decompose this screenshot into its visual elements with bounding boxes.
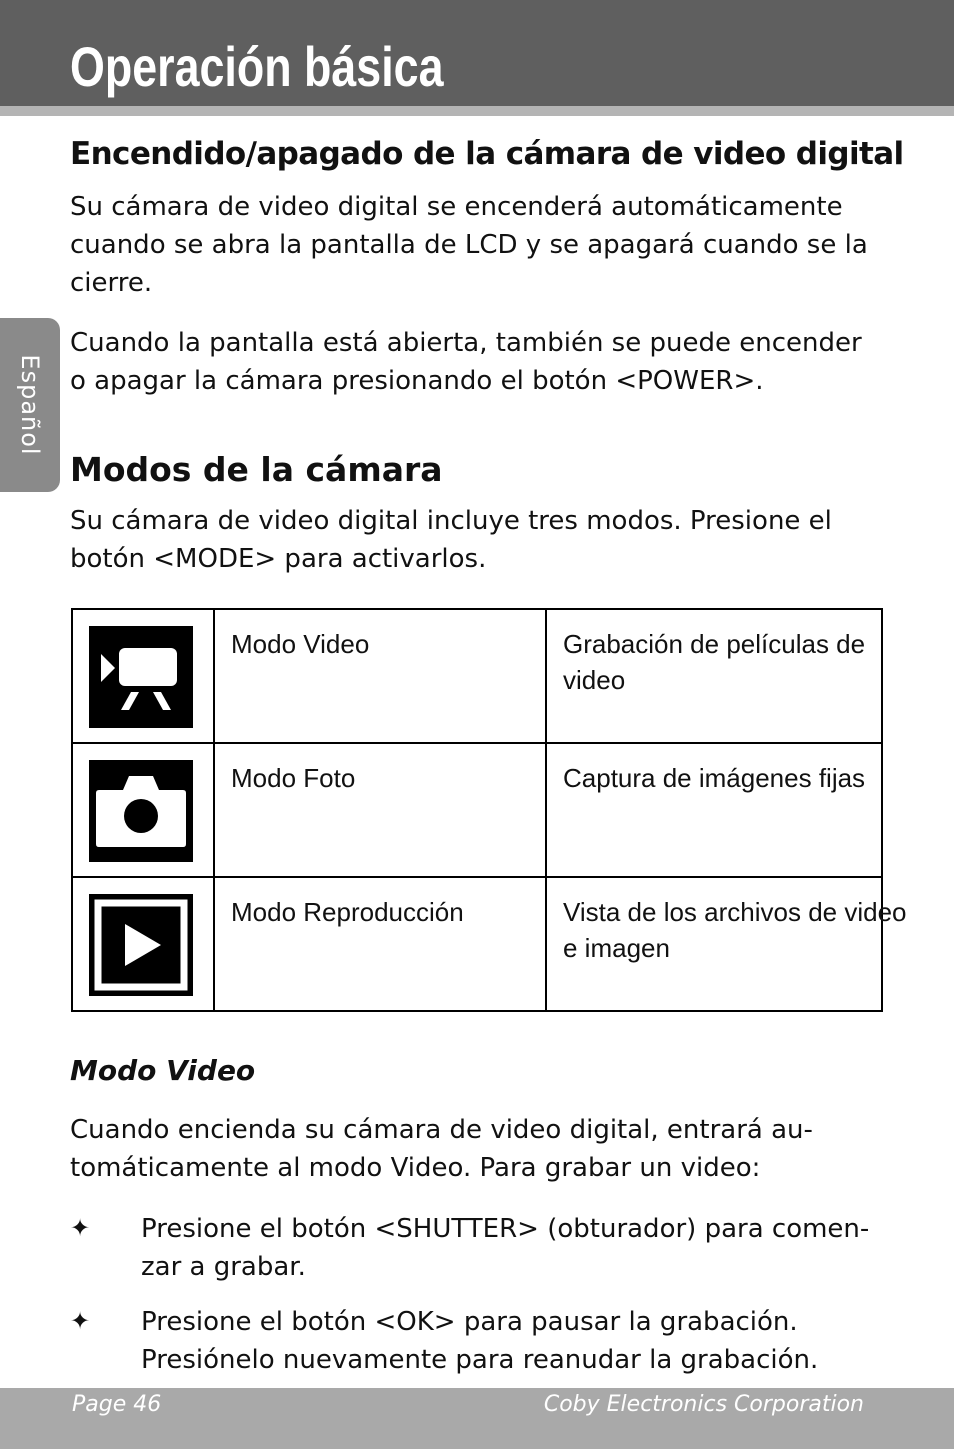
mode-name-cell [214,609,546,743]
text-line: tomáticamente al modo Video. Para grabar un video: [70,1153,761,1183]
table-row [72,877,882,1011]
camera-icon [89,760,193,862]
header-stripe [0,106,954,116]
text-line: zar a grabar. [141,1252,306,1282]
language-tab-label: Español [16,354,44,456]
video-camera-icon [89,626,193,728]
bullet-item [141,1303,818,1379]
play-icon [89,894,193,996]
icon-cell [72,877,214,1011]
text-line: Su cámara de video digital incluye tres modos. Presione el [70,506,832,536]
text-line: Cuando la pantalla está abierta, también se puede encender [70,328,862,358]
bullet-item [141,1210,869,1286]
modes-paragraph [70,502,832,578]
section-heading-modes: Modos de la cámara [70,450,443,489]
power-paragraph-1 [70,188,868,302]
mode-name-cell [214,743,546,877]
mode-description: Grabación de películas de [563,629,866,659]
mode-name: Modo Video [231,629,370,659]
text-line: o apagar la cámara presionando el botón <POWER>. [70,366,764,396]
text-line: Cuando encienda su cámara de video digital, entrará au- [70,1115,813,1145]
text-line: cuando se abra la pantalla de LCD y se apagará cuando se la [70,230,868,260]
bullet-star-icon: ✦ [70,1307,91,1335]
mode-description: e imagen [563,933,670,963]
table-row [72,609,882,743]
mode-name: Modo Foto [231,763,356,793]
footer-company: Coby Electronics Corporation [543,1392,864,1417]
text-line: Presione el botón <OK> para pausar la grabación. [141,1307,798,1337]
icon-cell [72,609,214,743]
mode-description: video [563,665,626,695]
text-line: cierre. [70,268,153,298]
bullet-star-icon: ✦ [70,1214,91,1242]
mode-description-cell [546,609,882,743]
text-line: botón <MODE> para activarlos. [70,544,487,574]
text-line: Presione el botón <SHUTTER> (obturador) para comen- [141,1214,870,1244]
mode-description-cell [546,877,907,1011]
page-number: Page 46 [72,1392,162,1417]
section-heading-power: Encendido/apagado de la cámara de video digital [70,136,904,172]
table-row [72,743,882,877]
text-line: Presiónelo nuevamente para reanudar la grabación. [141,1345,819,1375]
mode-name-cell [214,877,546,1011]
text-line: Su cámara de video digital se encenderá automáticamente [70,192,843,222]
page-title: Operación básica [70,35,444,98]
modes-table [71,608,907,1012]
icon-cell [72,743,214,877]
mode-description: Vista de los archivos de video [563,897,907,927]
mode-description-cell [546,743,882,877]
mode-description: Captura de imágenes fijas [563,763,866,793]
mode-name: Modo Reproducción [231,897,464,927]
subsection-heading-video-mode: Modo Video [70,1054,256,1087]
power-paragraph-2 [70,324,862,400]
video-mode-paragraph [70,1111,813,1187]
